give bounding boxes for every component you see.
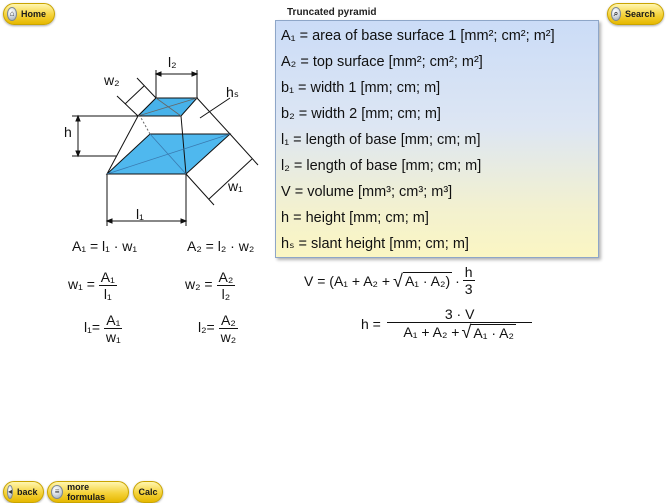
home-button-label: Home xyxy=(20,9,46,19)
calc-button-label: Calc xyxy=(138,487,158,497)
legend-row: V = volume [mm³; cm³; m³] xyxy=(281,184,453,200)
page-title: Truncated pyramid xyxy=(287,7,377,18)
search-button-label: Search xyxy=(624,9,655,19)
search-icon: ⌕ xyxy=(611,7,621,21)
label-hs: hₛ xyxy=(226,84,240,100)
back-button-label: back xyxy=(17,487,38,497)
search-button[interactable] xyxy=(607,3,664,25)
label-h: h xyxy=(64,124,72,140)
legend-row: b₂ = width 2 [mm; cm; m] xyxy=(281,106,441,122)
home-icon: ⌂ xyxy=(7,7,17,21)
legend-row: l₁ = length of base [mm; cm; m] xyxy=(281,132,481,148)
legend-row: A₂ = top surface [mm²; cm²; m²] xyxy=(281,54,483,70)
label-l1: l₁ xyxy=(136,206,144,222)
truncated-pyramid-diagram xyxy=(0,0,275,240)
legend-row: l₂ = length of base [mm; cm; m] xyxy=(281,158,482,174)
formula-volume: V = (A₁ + A₂ + √ A₁ · A₂) · $\frac{h}{3}$ xyxy=(304,264,473,297)
label-w1: w₁ xyxy=(228,178,243,194)
legend-row: h = height [mm; cm; m] xyxy=(281,210,429,226)
formula-l1: l₁= $\frac{\text{A₁}}{\text{w₁}}$ xyxy=(84,312,121,345)
formula-a1: A₁ = l₁ · w₁ xyxy=(72,238,138,254)
sqrt-sign: √ xyxy=(393,270,403,291)
formula-w1: w₁ = $\frac{\text{A₁}}{\text{l₁}}$ xyxy=(68,269,115,302)
back-icon: ◂ xyxy=(7,485,13,499)
variable-legend xyxy=(275,20,599,258)
label-w2: w₂ xyxy=(104,72,120,88)
legend-row: hₛ = slant height [mm; cm; m] xyxy=(281,236,469,252)
formula-height: h = 3 · V A₁ + A₂ + √ A₁ · A₂ xyxy=(361,306,532,341)
label-l2: l₂ xyxy=(168,54,177,70)
formula-l2: l₂= $\frac{\text{A₂}}{\text{w₂}}$ xyxy=(198,312,237,345)
more-icon: ≡ xyxy=(51,485,63,499)
legend-row: b₁ = width 1 [mm; cm; m] xyxy=(281,80,441,96)
more-formulas-label: more formulas xyxy=(67,482,106,502)
formula-w2: w₂ = $\frac{\text{A₂}}{\text{l₂}}$ xyxy=(185,269,234,302)
legend-row: A₁ = area of base surface 1 [mm²; cm²; m²] xyxy=(281,28,555,44)
formula-a2: A₂ = l₂ · w₂ xyxy=(187,238,255,254)
